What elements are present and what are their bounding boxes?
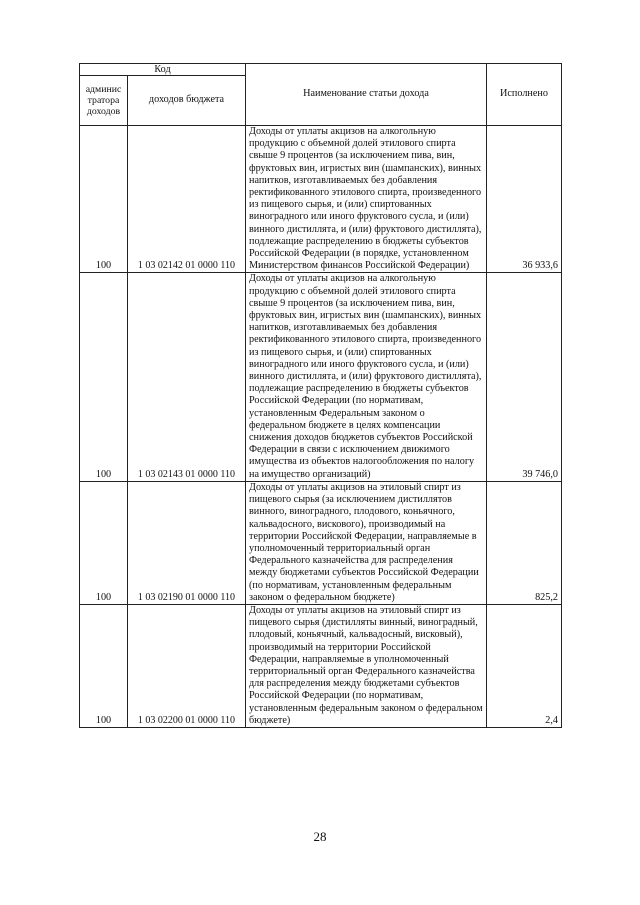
header-budget-income: доходов бюджета bbox=[128, 76, 246, 126]
budget-code-cell: 1 03 02143 01 0000 110 bbox=[128, 273, 246, 481]
page-number: 28 bbox=[313, 829, 327, 844]
amount-cell: 825,2 bbox=[487, 481, 562, 604]
income-name-cell: Доходы от уплаты акцизов на этиловый спирт из пищевого сырья (за исключением дистиллятов винного, виноградного, плодового, коньячного, кальвадосного, вискового), производимый на территории Российской Федерации, направляемые в уполномоченный территориальный орган Федерального казначейства для распределения между бюджетами субъектов Российской Федерации (по нормативам, установленным федеральным законом о федеральном бюджете) bbox=[246, 481, 487, 604]
table-row bbox=[80, 481, 562, 604]
income-name-cell: Доходы от уплаты акцизов на алкогольную продукцию с объемной долей этилового спирта свыше 9 процентов (за исключением пива, вин, фруктовых вин, игристых вин (шампанских), винных напитков, изготавливаемых без добавления ректификованного этилового спирта, произведенного из пищевого сырья, и (или) спиртованных виноградного или иного фруктового сусла, и (или) винного дистиллята, и (или) фруктового дистиллята), подлежащие распределению в бюджеты субъектов Российской Федерации (по нормативам, установленным Федеральным законом о федеральном бюджете в целях компенсации снижения доходов бюджетов субъектов Российской Федерации в связи с исключением движимого имущества из объектов налогообложения по налогу на имущество организаций) bbox=[246, 273, 487, 481]
income-name-cell: Доходы от уплаты акцизов на алкогольную продукцию с объемной долей этилового спирта свыше 9 процентов (за исключением пива, вин, фруктовых вин, игристых вин (шампанских), винных напитков, изготавливаемых без добавления ректификованного этилового спирта, произведенного из пищевого сырья, и (или) спиртованных виноградного или иного фруктового сусла, и (или) винного дистиллята, и (или) фруктового дистиллята), подлежащие распределению в бюджеты субъектов Российской Федерации (в порядке, установленном Министерством финансов Российской Федерации) bbox=[246, 126, 487, 273]
amount-cell: 2,4 bbox=[487, 604, 562, 727]
amount-cell: 39 746,0 bbox=[487, 273, 562, 481]
header-administrator: админис тратора доходов bbox=[80, 76, 128, 126]
admin-code-cell: 100 bbox=[80, 273, 128, 481]
header-income-name: Наименование статьи дохода bbox=[246, 64, 487, 126]
table-row bbox=[80, 126, 562, 273]
admin-code-cell: 100 bbox=[80, 126, 128, 273]
budget-code-cell: 1 03 02190 01 0000 110 bbox=[128, 481, 246, 604]
table-row bbox=[80, 604, 562, 727]
header-row-top bbox=[80, 64, 562, 76]
admin-code-cell: 100 bbox=[80, 604, 128, 727]
header-executed: Исполнено bbox=[487, 64, 562, 126]
table-row bbox=[80, 273, 562, 481]
admin-code-cell: 100 bbox=[80, 481, 128, 604]
amount-cell: 36 933,6 bbox=[487, 126, 562, 273]
budget-code-cell: 1 03 02200 01 0000 110 bbox=[128, 604, 246, 727]
budget-code-cell: 1 03 02142 01 0000 110 bbox=[128, 126, 246, 273]
header-code: Код bbox=[80, 64, 246, 76]
income-name-cell: Доходы от уплаты акцизов на этиловый спирт из пищевого сырья (дистилляты винный, виноградный, плодовый, коньячный, кальвадосный, висковый), производимый на территории Российской Федерации, направляемые в уполномоченный территориальный орган Федерального казначейства для распределения между бюджетами субъектов Российской Федерации (по нормативам, установленным федеральным законом о федеральном бюджете) bbox=[246, 604, 487, 727]
income-table bbox=[79, 63, 562, 728]
